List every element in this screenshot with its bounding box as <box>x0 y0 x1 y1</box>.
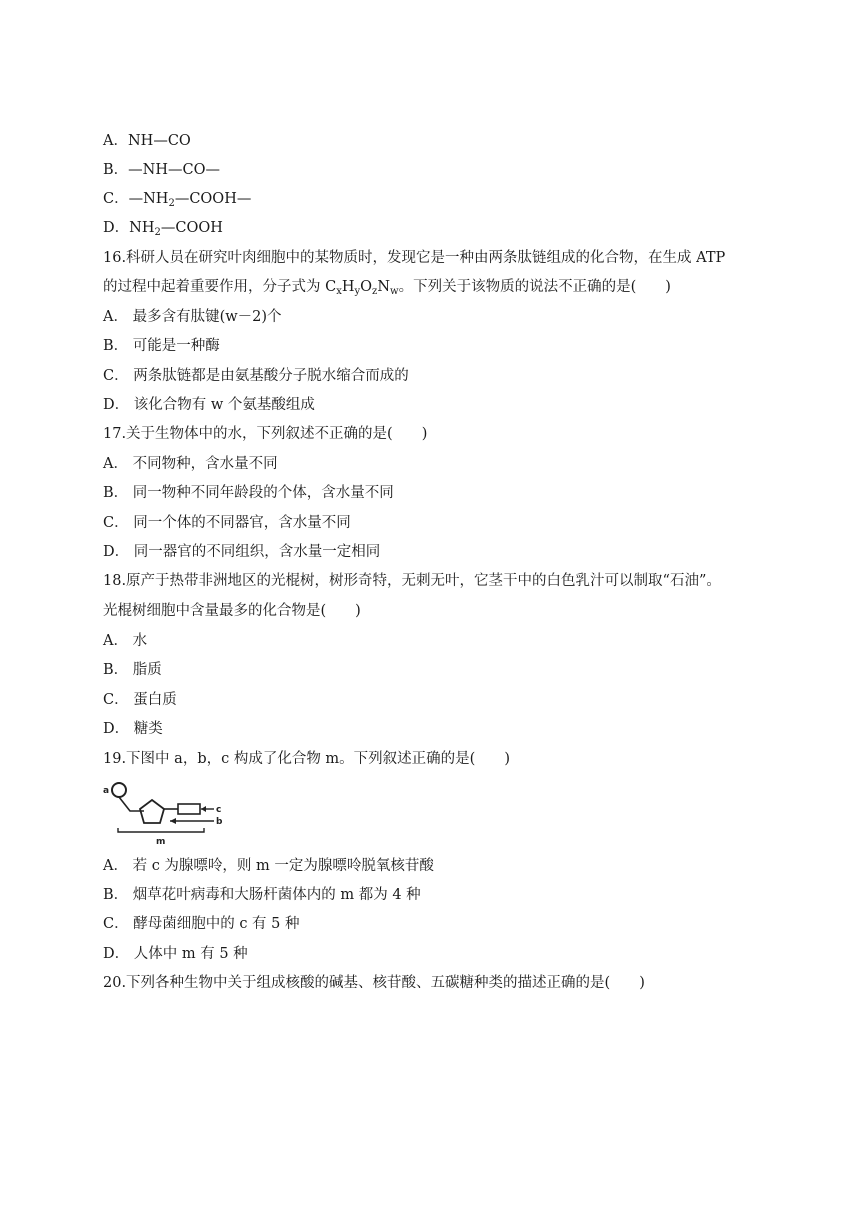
option-text: —NH—CO— <box>128 162 220 178</box>
option-text: 若 c 为腺嘌呤，则 m 一定为腺嘌呤脱氧核苷酸 <box>132 858 434 874</box>
option-text: NH—CO <box>127 133 191 149</box>
option-label: A． <box>103 633 128 649</box>
subscript: w <box>390 286 399 297</box>
option-text: 人体中 m 有 5 种 <box>133 946 248 962</box>
q19-stem: 19.下图中 a，b，c 构成了化合物 m。下列叙述正确的是( ) <box>103 751 510 767</box>
option-label: D． <box>103 397 130 413</box>
q19-option-a <box>103 856 434 876</box>
option-label: A． <box>103 309 128 325</box>
formula-element: O <box>360 279 373 295</box>
q17-stem: 17.关于生物体中的水，下列叙述不正确的是( ) <box>103 426 428 442</box>
q18-stem-line1: 18.原产于热带非洲地区的光棍树，树形奇特，无刺无叶，它茎干中的白色乳汁可以制取“石油”。 <box>103 573 721 589</box>
q18-option-c <box>103 690 177 710</box>
q18-option-d <box>103 719 163 739</box>
option-text: 脂质 <box>132 662 162 678</box>
option-label: B． <box>103 485 129 501</box>
option-label: D． <box>103 946 130 962</box>
option-label: B． <box>103 887 129 903</box>
q16-option-a <box>103 307 282 327</box>
option-label: D． <box>103 721 130 737</box>
formula-element: N <box>377 279 391 295</box>
option-text-post: —COOH <box>160 220 223 236</box>
option-text: 最多含有肽键(w－2)个 <box>132 309 282 325</box>
option-text: 同一物种不同年龄段的个体，含水量不同 <box>132 485 394 501</box>
q17-option-d <box>103 542 380 562</box>
q17-option-a <box>103 454 278 474</box>
q16-option-b <box>103 336 220 356</box>
option-text: 可能是一种酶 <box>132 338 220 354</box>
option-text: 水 <box>132 633 148 649</box>
stem-text: 的过程中起着重要作用，分子式为 C <box>103 279 337 295</box>
option-text: 不同物种，含水量不同 <box>132 456 278 472</box>
subscript: y <box>354 286 361 297</box>
option-text: 烟草花叶病毒和大肠杆菌体内的 m 都为 4 种 <box>132 887 421 903</box>
phosphate-circle <box>112 783 126 797</box>
q18-stem-line2: 光棍树细胞中含量最多的化合物是( ) <box>103 603 361 619</box>
option-text: 同一器官的不同组织，含水量一定相同 <box>133 544 381 560</box>
option-label: B． <box>103 162 129 178</box>
label-c: c <box>216 805 222 815</box>
q20-stem: 20.下列各种生物中关于组成核酸的碱基、核苷酸、五碳糖种类的描述正确的是( ) <box>103 975 645 991</box>
q19-option-b <box>103 885 421 905</box>
option-label: C． <box>103 515 129 531</box>
subscript: 2 <box>154 227 161 238</box>
label-a: a <box>103 786 110 796</box>
label-b: b <box>216 817 223 827</box>
option-label: D． <box>103 544 130 560</box>
stem-text: 。下列关于该物质的说法不正确的是( ) <box>398 279 671 295</box>
option-text-post: —COOH— <box>174 191 252 207</box>
option-label: A． <box>103 456 128 472</box>
arrow-b-head <box>170 818 176 824</box>
subscript: z <box>372 286 378 297</box>
option-text: 两条肽链都是由氨基酸分子脱水缩合而成的 <box>133 368 409 384</box>
subscript: x <box>336 286 342 297</box>
label-m: m <box>156 837 166 846</box>
subscript: 2 <box>168 198 175 209</box>
option-label: B． <box>103 338 129 354</box>
option-text: 蛋白质 <box>133 692 177 708</box>
option-label: C． <box>103 368 129 384</box>
arrow-c-head <box>201 806 206 812</box>
option-text: 该化合物有 w 个氨基酸组成 <box>133 397 315 413</box>
q16-stem-line2 <box>103 277 671 297</box>
q16-option-c <box>103 366 409 386</box>
option-label: D． <box>103 220 130 236</box>
base-rect <box>178 804 200 814</box>
bracket-m <box>118 828 204 832</box>
formula-element: H <box>341 279 355 295</box>
q15-option-c <box>103 189 251 209</box>
q19-option-c <box>103 914 300 934</box>
option-text: 同一个体的不同器官，含水量不同 <box>133 515 351 531</box>
q17-option-b <box>103 483 394 503</box>
option-label: C． <box>103 692 129 708</box>
option-label: C． <box>103 191 129 207</box>
q15-option-d <box>103 218 223 238</box>
option-text: 糖类 <box>133 721 163 737</box>
q18-option-a <box>103 631 147 651</box>
q16-stem-line1: 16.科研人员在研究叶肉细胞中的某物质时，发现它是一种由两条肽链组成的化合物，在生成 ATP <box>103 250 726 266</box>
q18-option-b <box>103 660 162 680</box>
q15-option-b <box>103 160 220 180</box>
option-label: C． <box>103 916 129 932</box>
option-label: A． <box>103 133 128 149</box>
q16-option-d <box>103 395 315 415</box>
option-text-pre: NH <box>129 220 155 236</box>
q15-option-a <box>103 131 191 151</box>
nucleotide-diagram <box>100 778 230 846</box>
option-label: A． <box>103 858 128 874</box>
option-label: B． <box>103 662 129 678</box>
q19-option-d <box>103 944 248 964</box>
q17-option-c <box>103 513 351 533</box>
option-text: 酵母菌细胞中的 c 有 5 种 <box>133 916 300 932</box>
option-text-pre: —NH <box>128 191 169 207</box>
